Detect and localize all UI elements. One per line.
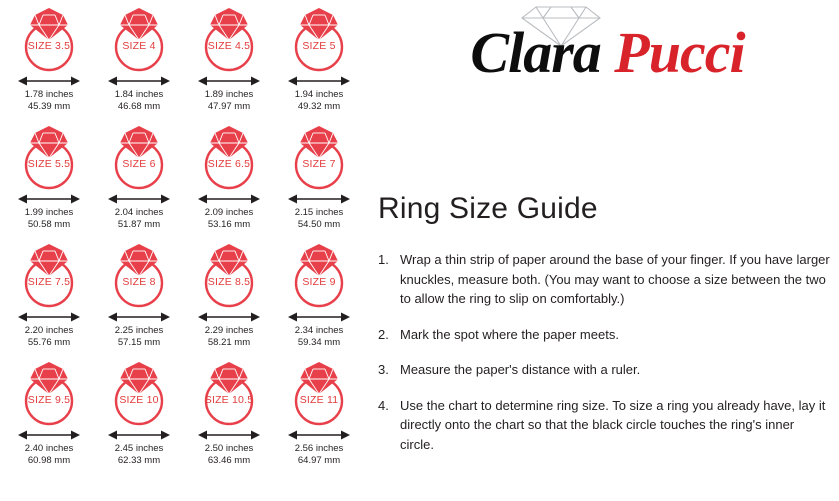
ring-size-cell xyxy=(184,4,274,122)
ring-inches: 2.50 inches xyxy=(204,443,254,454)
ring-illustration xyxy=(6,4,92,76)
ring-measurement xyxy=(25,207,74,230)
guide-step xyxy=(378,360,830,380)
guide-step-text: Measure the paper's distance with a ruler. xyxy=(400,362,641,377)
ring-mm: 64.97 mm xyxy=(297,454,341,466)
ring-inches: 2.04 inches xyxy=(114,207,164,218)
ring-mm: 59.34 mm xyxy=(297,336,341,348)
chart-row xyxy=(4,240,368,358)
ring-size-cell xyxy=(94,4,184,122)
ring-mm: 54.50 mm xyxy=(297,218,341,230)
brand-first-word: Clara xyxy=(470,20,601,85)
ring-size-cell xyxy=(274,122,364,240)
ring-mm: 50.58 mm xyxy=(27,218,71,230)
diameter-arrow-icon xyxy=(276,192,362,206)
diameter-arrow-icon xyxy=(276,310,362,324)
ring-illustration xyxy=(186,4,272,76)
diameter-arrow-icon xyxy=(276,428,362,442)
diameter-arrow-icon xyxy=(186,310,272,324)
ring-measurement xyxy=(205,89,254,112)
ring-illustration xyxy=(276,4,362,76)
ring-measurement xyxy=(115,443,164,466)
ring-mm: 49.32 mm xyxy=(297,100,341,112)
ring-inches: 1.89 inches xyxy=(204,89,254,100)
diameter-arrow-icon xyxy=(186,428,272,442)
ring-mm: 58.21 mm xyxy=(207,336,251,348)
ring-inches: 2.25 inches xyxy=(114,325,164,336)
ring-mm: 62.33 mm xyxy=(117,454,161,466)
chart-row xyxy=(4,122,368,240)
ring-illustration xyxy=(96,122,182,194)
ring-size-cell xyxy=(184,122,274,240)
ring-size-label: SIZE 9.5 xyxy=(27,394,71,406)
diameter-arrow-icon xyxy=(6,428,92,442)
ring-inches: 1.78 inches xyxy=(24,89,74,100)
ring-size-label: SIZE 5 xyxy=(302,40,336,52)
chart-row xyxy=(4,358,368,476)
ring-mm: 46.68 mm xyxy=(117,100,161,112)
guide-panel xyxy=(368,0,839,501)
ring-size-label: SIZE 8 xyxy=(122,276,156,288)
ring-size-cell xyxy=(274,240,364,358)
ring-size-cell xyxy=(94,240,184,358)
ring-illustration xyxy=(186,122,272,194)
diameter-arrow-icon xyxy=(276,74,362,88)
ring-inches: 2.45 inches xyxy=(114,443,164,454)
ring-size-cell xyxy=(94,122,184,240)
brand-wordmark xyxy=(376,22,839,84)
ring-inches: 2.20 inches xyxy=(24,325,74,336)
diameter-arrow-icon xyxy=(6,74,92,88)
brand-logo xyxy=(368,0,839,118)
guide-step-number: 4. xyxy=(378,397,389,413)
guide-step-text: Wrap a thin strip of paper around the base of your finger. If you have larger knuckles, measure both. (You may want to choose a size between the two to allow the ring to slip on comfortably.) xyxy=(400,252,830,306)
guide-step-number: 3. xyxy=(378,362,389,377)
ring-measurement xyxy=(205,325,254,348)
guide-step-text: Use the chart to determine ring size. To size a ring you already have, lay it directly onto the chart so that the black circle touches the ring's inner circle. xyxy=(400,397,826,452)
chart-row xyxy=(4,4,368,122)
guide-steps xyxy=(378,250,830,470)
ring-measurement xyxy=(295,207,344,230)
ring-measurement xyxy=(25,89,74,112)
ring-inches: 1.94 inches xyxy=(294,89,344,100)
ring-size-cell xyxy=(4,358,94,476)
ring-measurement xyxy=(115,89,164,112)
ring-illustration xyxy=(186,358,272,430)
ring-illustration xyxy=(6,240,92,312)
diameter-arrow-icon xyxy=(186,192,272,206)
ring-size-cell xyxy=(4,240,94,358)
ring-mm: 60.98 mm xyxy=(27,454,71,466)
ring-measurement xyxy=(205,443,254,466)
ring-size-label: SIZE 5.5 xyxy=(27,158,71,170)
ring-inches: 1.84 inches xyxy=(114,89,164,100)
diameter-arrow-icon xyxy=(96,310,182,324)
ring-mm: 53.16 mm xyxy=(207,218,251,230)
ring-measurement xyxy=(25,443,74,466)
ring-inches: 2.09 inches xyxy=(204,207,254,218)
ring-measurement xyxy=(295,443,344,466)
ring-inches: 1.99 inches xyxy=(24,207,74,218)
ring-size-cell xyxy=(4,4,94,122)
ring-size-label: SIZE 4 xyxy=(122,40,156,52)
ring-illustration xyxy=(276,240,362,312)
ring-measurement xyxy=(295,89,344,112)
ring-size-label: SIZE 3.5 xyxy=(27,40,71,52)
ring-size-label: SIZE 11 xyxy=(299,394,339,406)
ring-illustration xyxy=(96,358,182,430)
ring-illustration xyxy=(6,358,92,430)
ring-mm: 45.39 mm xyxy=(27,100,71,112)
ring-mm: 57.15 mm xyxy=(117,336,161,348)
diameter-arrow-icon xyxy=(6,310,92,324)
ring-illustration xyxy=(96,240,182,312)
brand-second-word: Pucci xyxy=(614,20,745,85)
ring-inches: 2.15 inches xyxy=(294,207,344,218)
guide-step-number: 2. xyxy=(378,326,389,342)
ring-size-label: SIZE 10.5 xyxy=(204,394,254,406)
guide-step xyxy=(378,396,830,455)
ring-measurement xyxy=(205,207,254,230)
ring-illustration xyxy=(276,122,362,194)
ring-size-cell xyxy=(274,358,364,476)
ring-size-label: SIZE 4.5 xyxy=(207,40,251,52)
ring-illustration xyxy=(186,240,272,312)
page-title: Ring Size Guide xyxy=(378,192,598,225)
ring-size-cell xyxy=(184,358,274,476)
ring-size-cell xyxy=(184,240,274,358)
guide-step xyxy=(378,325,830,345)
ring-illustration xyxy=(6,122,92,194)
ring-size-label: SIZE 9 xyxy=(302,276,336,288)
ring-size-label: SIZE 7.5 xyxy=(27,276,71,288)
ring-measurement xyxy=(295,325,344,348)
ring-size-cell xyxy=(274,4,364,122)
ring-inches: 2.29 inches xyxy=(204,325,254,336)
ring-measurement xyxy=(25,325,74,348)
ring-inches: 2.40 inches xyxy=(24,443,74,454)
diameter-arrow-icon xyxy=(96,74,182,88)
ring-illustration xyxy=(276,358,362,430)
ring-size-chart xyxy=(0,0,368,501)
ring-size-label: SIZE 10 xyxy=(119,394,159,406)
guide-step-text: Mark the spot where the paper meets. xyxy=(400,326,619,342)
guide-step-number: 1. xyxy=(378,252,389,267)
ring-mm: 55.76 mm xyxy=(27,336,71,348)
ring-mm: 63.46 mm xyxy=(207,454,251,466)
ring-mm: 47.97 mm xyxy=(207,100,251,112)
ring-size-label: SIZE 6.5 xyxy=(207,158,251,170)
ring-size-cell xyxy=(4,122,94,240)
ring-inches: 2.34 inches xyxy=(294,325,344,336)
ring-size-label: SIZE 6 xyxy=(122,158,156,170)
ring-mm: 51.87 mm xyxy=(117,218,161,230)
ring-measurement xyxy=(115,325,164,348)
ring-size-label: SIZE 8.5 xyxy=(207,276,251,288)
ring-measurement xyxy=(115,207,164,230)
ring-inches: 2.56 inches xyxy=(294,443,344,454)
diameter-arrow-icon xyxy=(186,74,272,88)
diameter-arrow-icon xyxy=(96,428,182,442)
guide-step xyxy=(378,250,830,309)
ring-illustration xyxy=(96,4,182,76)
diameter-arrow-icon xyxy=(96,192,182,206)
ring-size-label: SIZE 7 xyxy=(302,158,336,170)
diameter-arrow-icon xyxy=(6,192,92,206)
ring-size-cell xyxy=(94,358,184,476)
